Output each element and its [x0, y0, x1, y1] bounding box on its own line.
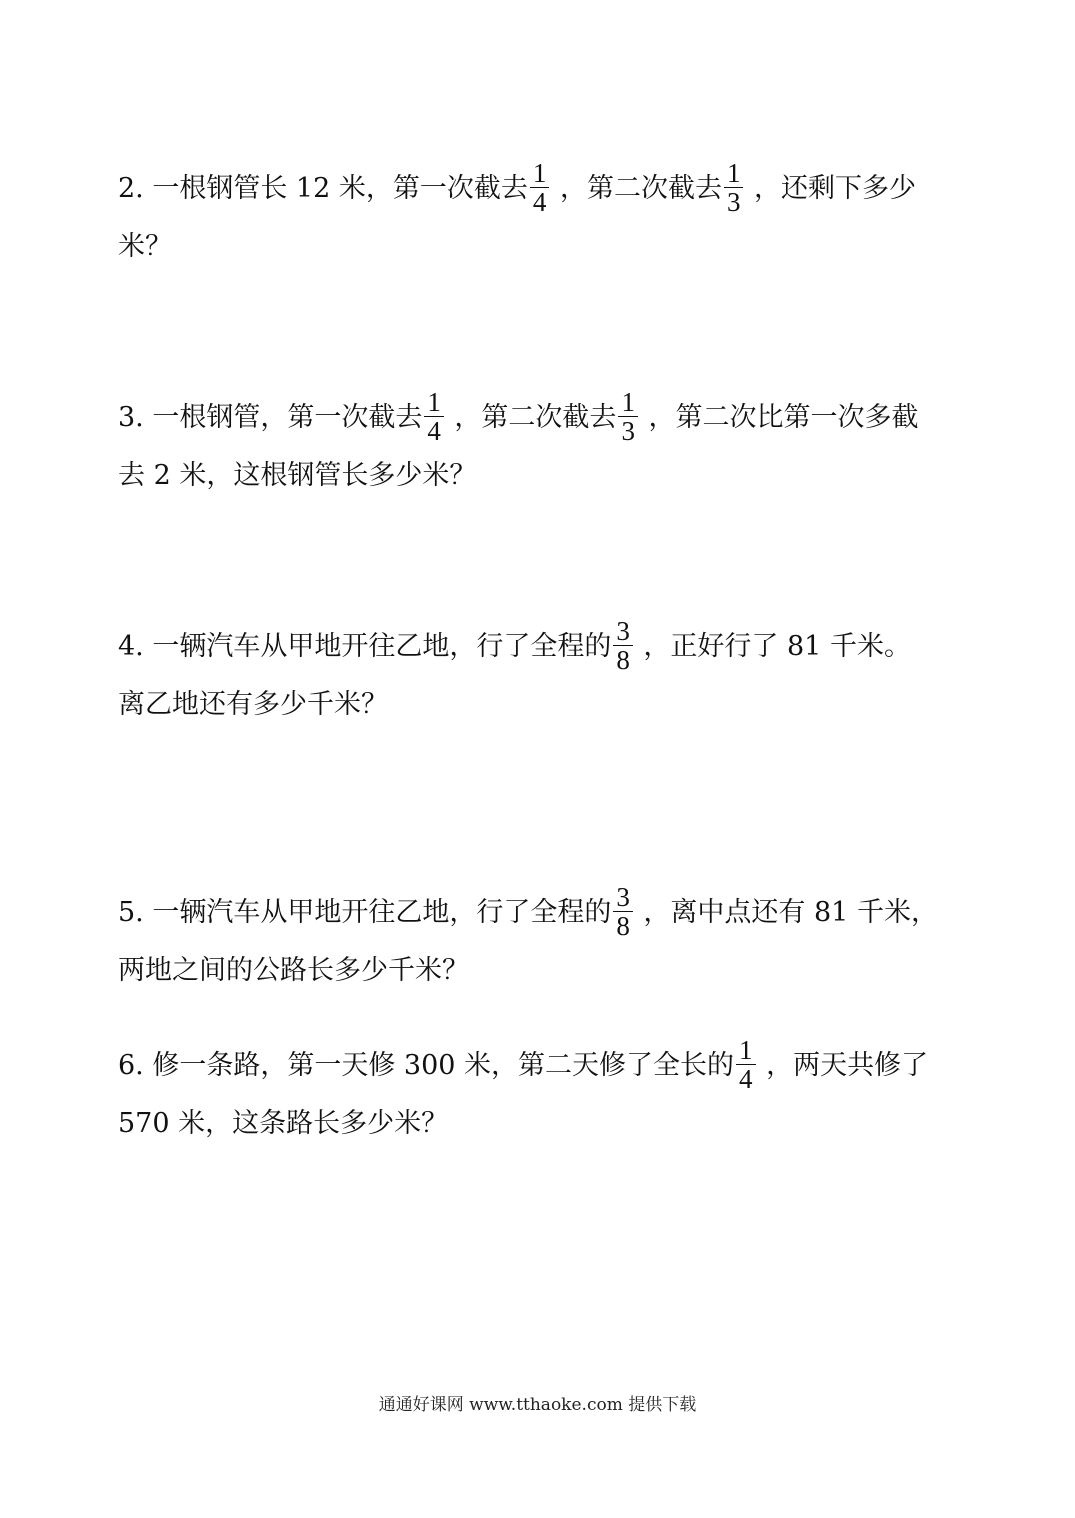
fraction-numerator: 1 — [532, 158, 547, 188]
problem-6-text-b: ，两天共修了 — [757, 1050, 929, 1081]
problem-4-text-b: ，正好行了 81 千米。 — [634, 631, 911, 662]
fraction-1-3 — [618, 388, 638, 445]
problem-3 — [118, 389, 963, 505]
fraction-denominator: 4 — [427, 416, 441, 446]
fraction-denominator: 3 — [621, 416, 635, 446]
problem-2 — [118, 160, 963, 276]
problem-3-line-1 — [118, 389, 963, 447]
problem-3-text-a: 3. 一根钢管，第一次截去 — [118, 402, 423, 433]
problem-2-line-2: 米？ — [118, 231, 172, 262]
fraction-denominator: 8 — [616, 911, 630, 941]
fraction-numerator: 3 — [616, 616, 630, 646]
problem-5 — [118, 884, 963, 1000]
fraction-3-8 — [613, 617, 633, 674]
problem-3-line-2: 去 2 米，这根钢管长多少米？ — [118, 460, 477, 491]
fraction-1-4 — [424, 388, 444, 445]
fraction-numerator: 1 — [739, 1035, 753, 1065]
problem-2-text-b: ，第二次截去 — [551, 173, 722, 204]
page-footer: 通通好课网 www.tthaoke.com 提供下载 — [378, 1395, 697, 1415]
problem-4-line-1 — [118, 618, 963, 676]
fraction-denominator: 8 — [616, 645, 630, 675]
fraction-1-4 — [736, 1036, 756, 1093]
fraction-numerator: 1 — [621, 387, 635, 417]
fraction-3-8 — [613, 883, 633, 940]
problem-3-text-c: ，第二次比第一次多截 — [639, 402, 919, 433]
fraction-numerator: 1 — [427, 387, 441, 417]
problem-5-text-a: 5. 一辆汽车从甲地开往乙地，行了全程的 — [118, 897, 612, 928]
fraction-denominator: 4 — [532, 187, 547, 217]
problem-6-text-a: 6. 修一条路，第一天修 300 米，第二天修了全长的 — [118, 1050, 735, 1081]
problem-6-line-2: 570 米，这条路长多少米？ — [118, 1108, 449, 1139]
problem-6 — [118, 1037, 963, 1153]
fraction-1-3 — [724, 159, 744, 216]
problem-2-line-1 — [118, 160, 963, 218]
problem-5-line-1 — [118, 884, 963, 942]
fraction-denominator: 4 — [739, 1064, 753, 1094]
fraction-1-4 — [530, 159, 550, 216]
fraction-numerator: 1 — [726, 158, 741, 188]
problem-4-line-2: 离乙地还有多少千米？ — [118, 689, 388, 720]
problem-3-text-b: ，第二次截去 — [445, 402, 617, 433]
problem-2-text-c: ，还剩下多少 — [745, 173, 917, 204]
problem-4-text-a: 4. 一辆汽车从甲地开往乙地，行了全程的 — [118, 631, 612, 662]
problem-2-text-a: 2. 一根钢管长 12 米，第一次截去 — [118, 173, 528, 204]
problem-5-line-2: 两地之间的公路长多少千米？ — [118, 955, 469, 986]
problem-6-line-1 — [118, 1037, 963, 1095]
problem-4 — [118, 618, 963, 734]
fraction-denominator: 3 — [726, 187, 741, 217]
problem-5-text-b: ，离中点还有 81 千米， — [634, 897, 938, 928]
fraction-numerator: 3 — [616, 882, 630, 912]
